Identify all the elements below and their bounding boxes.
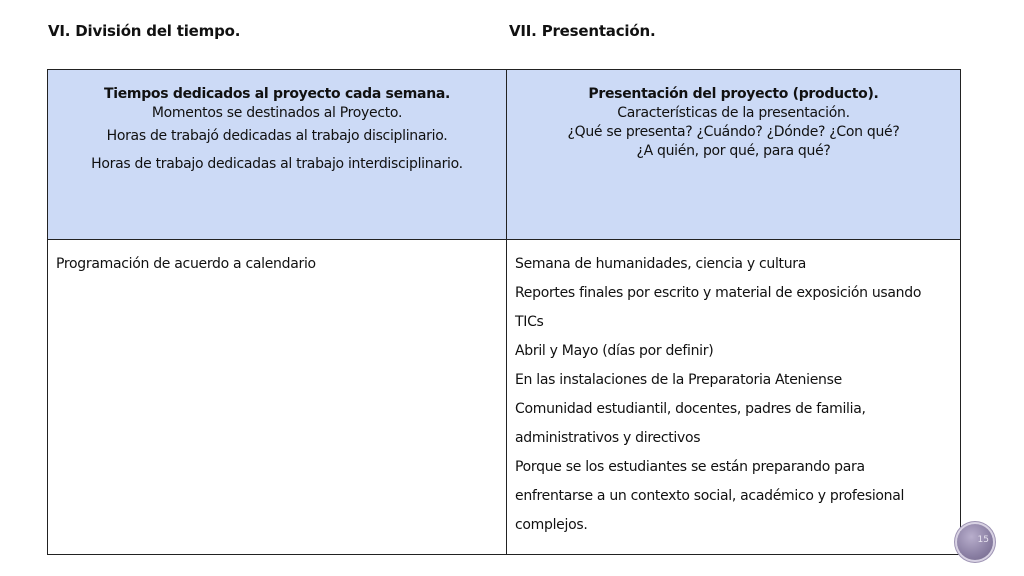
header-title-tiempos: Tiempos dedicados al proyecto cada semana. [103, 86, 451, 102]
body-line: enfrentarse a un contexto social, académico y profesional [515, 488, 905, 504]
body-line: En las instalaciones de la Preparatoria Ateniense [515, 372, 842, 388]
body-text-programacion: Programación de acuerdo a calendario [56, 256, 316, 272]
body-cell-presentacion [507, 240, 961, 555]
slide-number-badge [957, 524, 993, 560]
header-line: Momentos se destinados al Proyecto. [151, 105, 403, 121]
body-line: Porque se los estudiantes se están preparando para [515, 459, 865, 475]
header-line: ¿A quién, por qué, para qué? [636, 143, 831, 159]
body-line: complejos. [515, 517, 588, 533]
header-cell-presentacion [507, 70, 961, 240]
section-heading-presentacion: VII. Presentación. [509, 22, 656, 40]
section-heading-division-tiempo: VI. División del tiempo. [48, 22, 241, 40]
body-line: Reportes finales por escrito y material de exposición usando [515, 285, 922, 301]
project-table [47, 69, 961, 555]
header-line: Horas de trabajó dedicadas al trabajo disciplinario. [106, 128, 448, 144]
header-title-presentacion: Presentación del proyecto (producto). [588, 86, 879, 102]
header-line: ¿Qué se presenta? ¿Cuándo? ¿Dónde? ¿Con qué? [567, 124, 900, 140]
body-line: Abril y Mayo (días por definir) [515, 343, 714, 359]
body-line: administrativos y directivos [515, 430, 701, 446]
header-cell-tiempos [48, 70, 507, 240]
body-line: TICs [515, 314, 544, 330]
body-cell-programacion [48, 240, 507, 555]
table-header-row [48, 70, 961, 240]
body-line: Semana de humanidades, ciencia y cultura [515, 256, 807, 272]
slide-number: 15 [977, 535, 989, 545]
header-line: Características de la presentación. [617, 105, 850, 121]
table-body-row [48, 240, 961, 555]
body-line: Comunidad estudiantil, docentes, padres de familia, [515, 401, 866, 417]
header-line: Horas de trabajo dedicadas al trabajo interdisciplinario. [91, 156, 463, 172]
